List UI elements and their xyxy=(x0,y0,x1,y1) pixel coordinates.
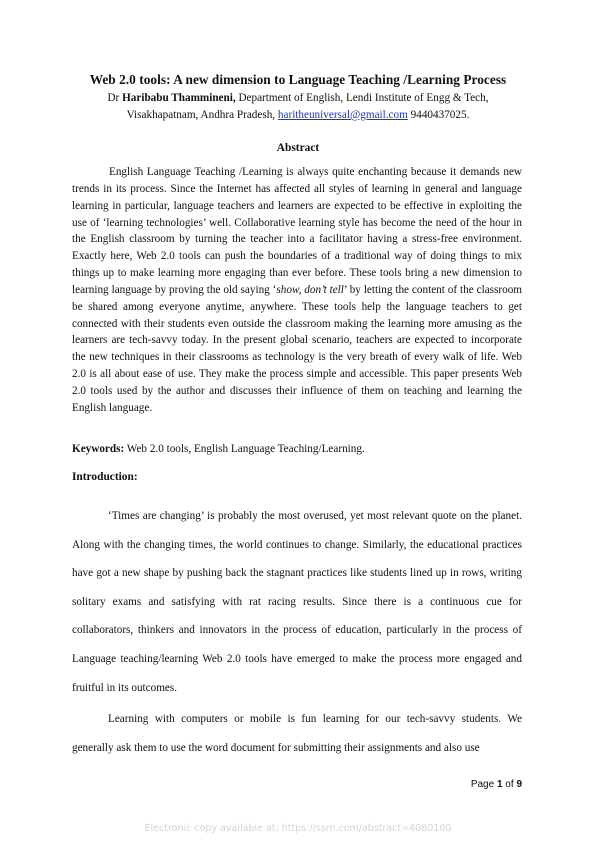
author-email-link[interactable]: haritheuniversal@gmail.com xyxy=(277,109,408,121)
author-contact-line xyxy=(60,109,536,121)
introduction-heading: Introduction: xyxy=(72,471,138,483)
keywords-label: Keywords: xyxy=(72,443,125,455)
ssrn-footer-watermark: Electronic copy available at: https://ssrn.com/abstract=4080100 xyxy=(144,823,452,834)
keywords-line xyxy=(72,441,522,457)
abstract-text xyxy=(72,164,522,417)
page-number xyxy=(440,779,522,790)
abstract-heading: Abstract xyxy=(276,142,320,154)
abstract-text-part1: English Language Teaching /Learning is always quite enchanting because it demands new trends in its process. Since the Internet has affected all styles of learning in general and language learning in particular, language teachers and learners are expected to be effective in exploiting the use of ‘learning technologies’ well. Collaborative learning style has become the need of the hour in the English classroom by turning the teacher into a facilitator having a stress-free environment. Exactly here, Web 2.0 tools can push the boundaries of a traditional way of doing things to mix things up to make learning more engaging than ever before. These tools bring a new dimension to learning language by proving the old saying ‘ xyxy=(72,166,522,296)
author-affiliation: Department of English, Lendi Institute of Engg & Tech, xyxy=(235,92,489,104)
page-number-total: 9 xyxy=(516,779,522,790)
author-prefix: Dr xyxy=(107,92,123,104)
abstract-italic-quote: show, don’t tell xyxy=(276,283,344,296)
abstract-text-part2: ’ by letting the content of the classroom be shared among everyone anytime, anywhere. These tools help the language teachers to get connected with their students even outside the classroom making the learning more amusing as the learners are tech-savvy today. In the present global scenario, teachers are expected to incorporate the new techniques in their classrooms as technology is the very breath of every walk of life. Web 2.0 is all about ease of use. They make the process simple and accessible. This paper presents Web 2.0 tools used by the author and discusses their influence of them on teaching and learning the English language. xyxy=(72,283,522,414)
author-name: Haribabu Thammineni, xyxy=(122,92,236,104)
author-phone: 9440437025. xyxy=(407,109,470,121)
paper-title: Web 2.0 tools: A new dimension to Language Teaching /Learning Process xyxy=(89,72,507,87)
introduction-paragraph-2: Learning with computers or mobile is fun learning for our tech-savvy students. We generally ask them to use the word document for submitting their assignments and also use xyxy=(72,713,522,754)
keywords-text: Web 2.0 tools, English Language Teaching/Learning. xyxy=(124,443,365,455)
page-number-prefix: Page xyxy=(470,779,497,790)
author-line xyxy=(60,92,536,104)
page-number-middle: of xyxy=(502,779,517,790)
introduction-paragraph-1: ‘Times are changing’ is probably the most overused, yet most relevant quote on the planet. Along with the changing times, the world continues to change. Similarly, the educational practices have got a new shape by pushing back the stagnant practices like students lined up in rows, writing solitary exams and satisfying with rat racing results. Since there is a continuous cue for collaborators, thinkers and innovators in the process of education, particularly in the process of Language teaching/learning Web 2.0 tools have emerged to make the process more engaged and fruitful in its outcomes. xyxy=(72,510,522,694)
author-location: Visakhapatnam, Andhra Pradesh, xyxy=(126,109,278,121)
page-number-current: 1 xyxy=(496,779,503,790)
